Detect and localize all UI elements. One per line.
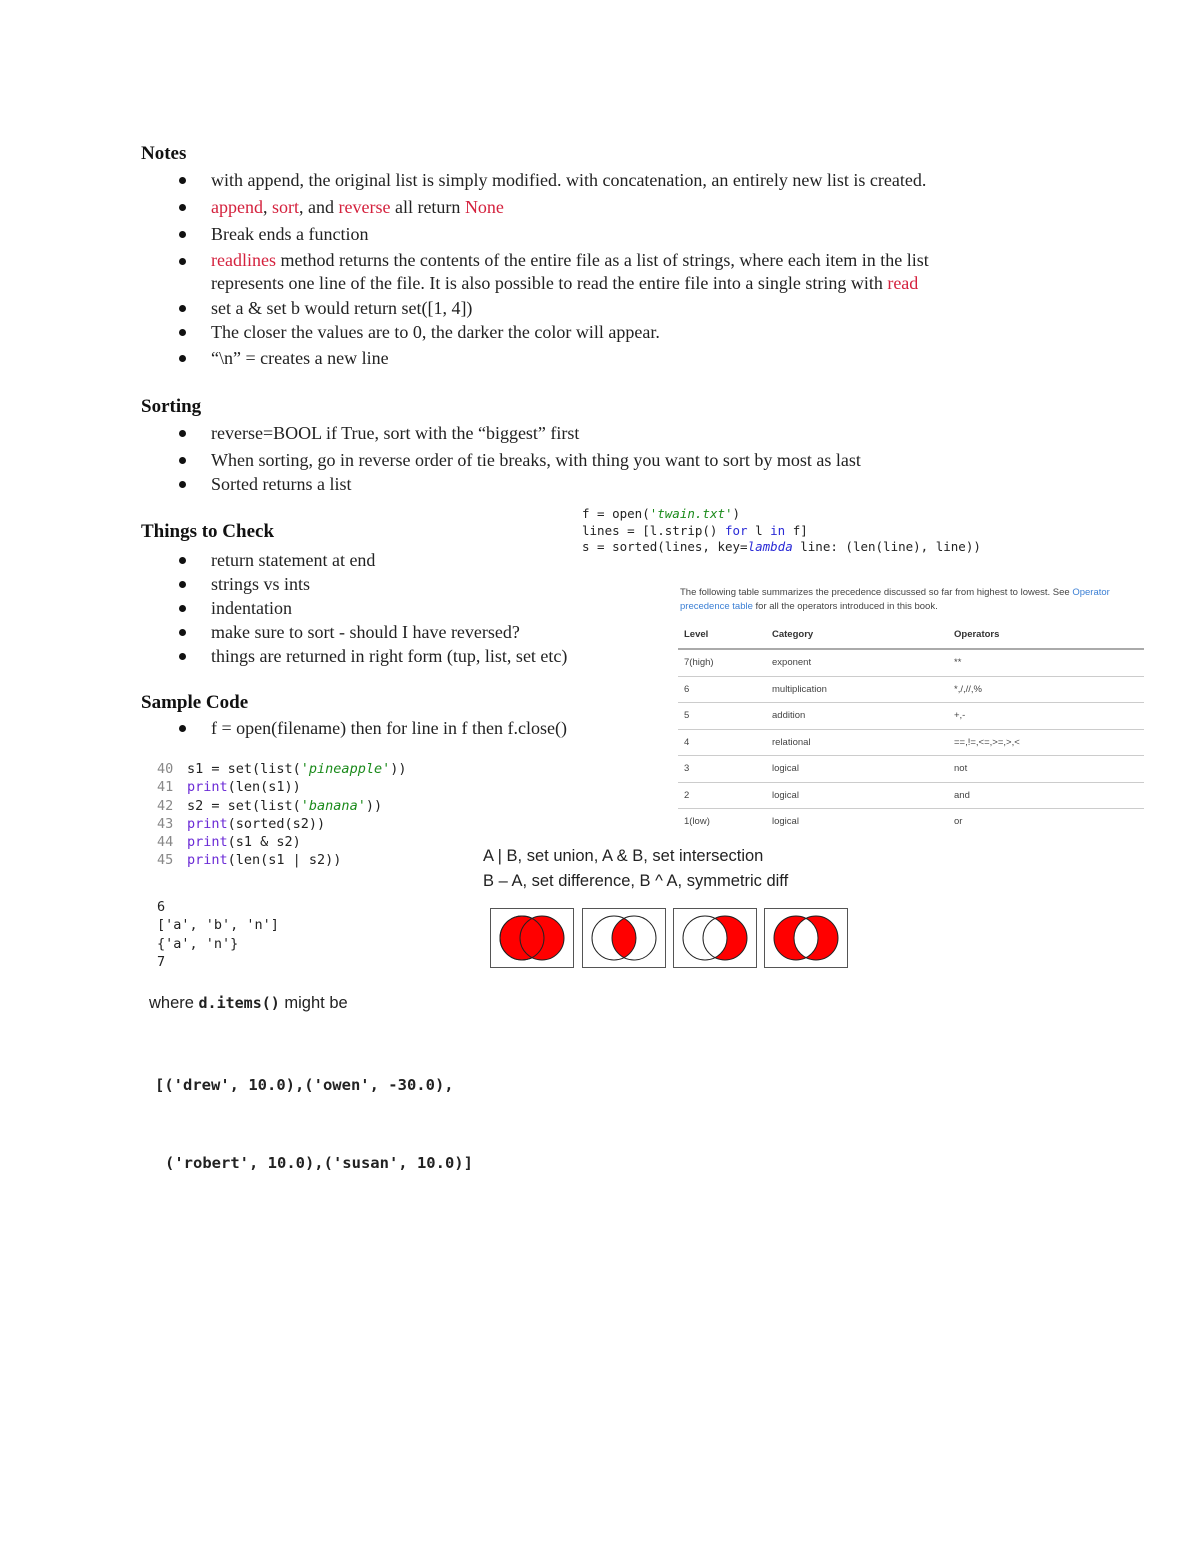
sorting-list bbox=[141, 421, 1041, 496]
set-ops-line: B – A, set difference, B ^ A, symmetric diff bbox=[483, 872, 789, 890]
sample-list bbox=[141, 716, 661, 740]
venn-union bbox=[490, 908, 574, 968]
notes-list bbox=[141, 168, 1081, 370]
list-item: things are returned in right form (tup, list, set etc) bbox=[141, 644, 641, 668]
venn-difference-icon bbox=[674, 909, 756, 967]
table-row: 4 relational ==,!=,<=,>=,>,< bbox=[678, 729, 1144, 756]
list-item: The closer the values are to 0, the darker the color will appear. bbox=[141, 320, 1081, 344]
code-line: 45 print(len(s1 | s2)) bbox=[157, 852, 342, 869]
list-item: “\n” = creates a new line bbox=[141, 346, 1081, 370]
code-line: 44 print(s1 & s2) bbox=[157, 834, 301, 851]
list-item: reverse=BOOL if True, sort with the “biggest” first bbox=[141, 421, 1041, 445]
list-item: return statement at end bbox=[141, 548, 641, 572]
sets-code-block bbox=[157, 760, 406, 870]
venn-intersection bbox=[582, 908, 666, 968]
code-line: 40 s1 = set(list('pineapple')) bbox=[157, 761, 407, 777]
list-item: set a & set b would return set([1, 4]) bbox=[141, 296, 1081, 320]
table-row: 6 multiplication *,/,//,% bbox=[678, 676, 1144, 703]
sets-code-output bbox=[157, 898, 279, 971]
venn-union-icon bbox=[491, 909, 573, 967]
list-item: f = open(filename) then for line in f then f.close() bbox=[141, 716, 661, 740]
code-line: lines = [l.strip() for l in f] bbox=[582, 522, 808, 538]
set-ops-text bbox=[483, 844, 788, 894]
table-row: 5 addition +,- bbox=[678, 703, 1144, 730]
code-line: f = open('twain.txt') bbox=[582, 506, 741, 521]
sample-heading: Sample Code bbox=[141, 692, 249, 713]
list-item: readlines method returns the contents of the entire file as a list of strings, where each item in the list represents one line of the file. It is also possible to read the entire file into a single string with read bbox=[141, 249, 1081, 295]
items-example-code bbox=[155, 1020, 473, 1202]
list-item: When sorting, go in reverse order of tie breaks, with thing you want to sort by most as last bbox=[141, 448, 1041, 472]
output-line: {'a', 'n'} bbox=[157, 935, 239, 952]
list-item: Sorted returns a list bbox=[141, 472, 1041, 496]
list-item: with append, the original list is simply modified. with concatenation, an entirely new list is created. bbox=[141, 168, 1081, 192]
table-header-row bbox=[678, 620, 1144, 649]
code-line: 41 print(len(s1)) bbox=[157, 779, 301, 796]
venn-symmetric-diff bbox=[764, 908, 848, 968]
list-item: Break ends a function bbox=[141, 222, 1081, 246]
output-line: 7 bbox=[157, 953, 166, 970]
code-line: s = sorted(lines, key=lambda line: (len(line), line)) bbox=[582, 539, 981, 554]
table-header: Level bbox=[678, 620, 766, 649]
list-item: strings vs ints bbox=[141, 572, 641, 596]
venn-intersection-icon bbox=[583, 909, 665, 967]
operator-precedence-link[interactable]: Operator precedence table bbox=[680, 587, 1110, 612]
table-header: Category bbox=[766, 620, 948, 649]
notes-heading: Notes bbox=[141, 143, 187, 164]
table-header: Operators bbox=[948, 620, 1144, 649]
list-item: indentation bbox=[141, 596, 641, 620]
table-row: 7(high) exponent ** bbox=[678, 649, 1144, 676]
sort-code-snippet bbox=[582, 506, 981, 556]
precedence-intro: The following table summarizes the precedence discussed so far from highest to lowest. See Operator precedence table for all the operators introduced in this book. bbox=[680, 587, 1110, 612]
code-line: [('drew', 10.0),('owen', -30.0), bbox=[155, 1076, 454, 1094]
code-line: 42 s2 = set(list('banana')) bbox=[157, 797, 383, 814]
precedence-table bbox=[678, 620, 1144, 835]
output-line: 6 bbox=[157, 899, 166, 915]
venn-difference bbox=[673, 908, 757, 968]
check-heading: Things to Check bbox=[141, 521, 275, 542]
output-line: ['a', 'b', 'n'] bbox=[157, 917, 279, 934]
check-list bbox=[141, 548, 641, 668]
venn-symmetric-diff-icon bbox=[765, 909, 847, 967]
code-line: 43 print(sorted(s2)) bbox=[157, 815, 326, 832]
table-row: 3 logical not bbox=[678, 756, 1144, 783]
table-row: 1(low) logical or bbox=[684, 816, 963, 828]
list-item: append, sort, and reverse all return None bbox=[141, 195, 1081, 219]
code-line: ('robert', 10.0),('susan', 10.0)] bbox=[165, 1154, 473, 1172]
list-item: make sure to sort - should I have reversed? bbox=[141, 620, 641, 644]
table-row: 2 logical and bbox=[678, 782, 1144, 809]
sorting-heading: Sorting bbox=[141, 396, 202, 417]
items-example-label: where d.items() might be bbox=[149, 994, 348, 1012]
set-ops-line: A | B, set union, A & B, set intersection bbox=[483, 847, 764, 865]
